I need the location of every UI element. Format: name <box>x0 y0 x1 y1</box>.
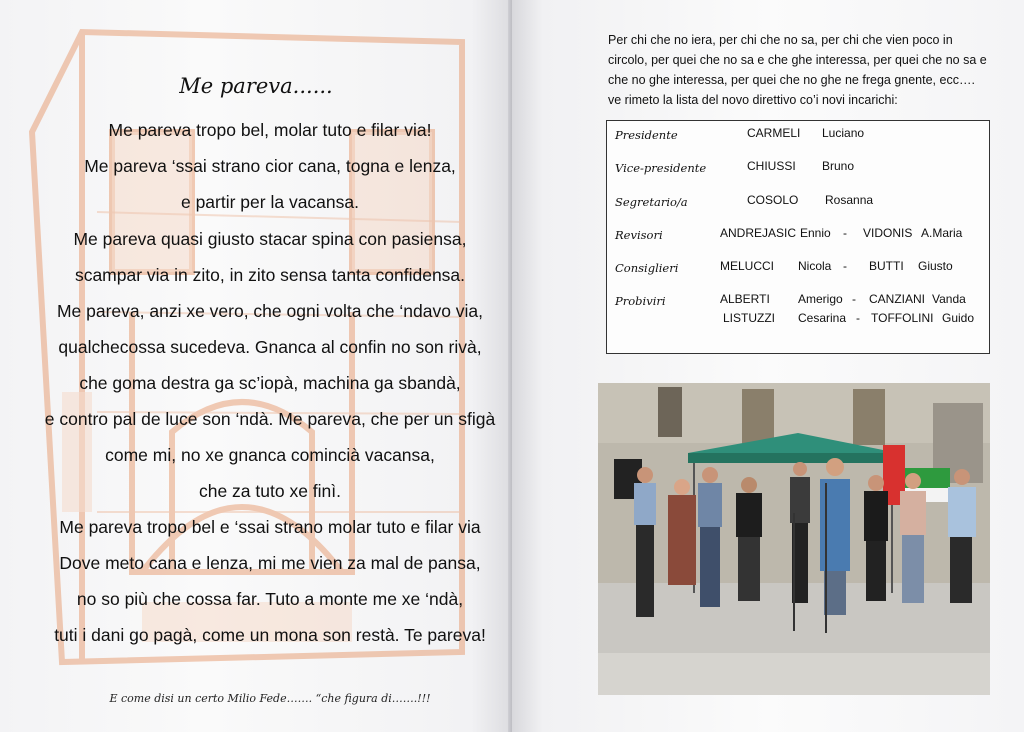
member-name: Cesarina <box>798 311 847 325</box>
separator: - <box>852 292 856 306</box>
role-label: Segretario/a <box>615 195 688 209</box>
member-name: Luciano <box>822 126 865 140</box>
poem-line: e partir per la vacansa. <box>180 192 359 212</box>
poem-line: no so più che cossa far. Tuto a monte me xe ‘ndà, <box>76 589 464 609</box>
poem-line: Me pareva, anzi xe vero, che ogni volta che ‘ndavo via, <box>56 301 484 321</box>
member-name: Rosanna <box>825 193 874 207</box>
member-name: Ennio <box>800 226 831 240</box>
member-name: Giusto <box>918 259 953 273</box>
member-surname: VIDONIS <box>863 226 913 240</box>
role-label: Presidente <box>615 128 678 142</box>
poem-line: tuti i dani go pagà, come un mona son restà. Te pareva! <box>54 625 486 645</box>
member-surname: CHIUSSI <box>747 159 796 173</box>
member-surname: LISTUZZI <box>723 311 776 325</box>
poem-line: che goma destra ga sc’iopà, machina ga sbandà, <box>79 373 461 393</box>
closing-remark: E come disi un certo Milio Fede……. “che figura di…….!!! <box>109 692 431 705</box>
committee-table <box>606 120 990 354</box>
poem-line: Me pareva tropo bel e ‘ssai strano molar tuto e filar via <box>59 517 481 537</box>
member-surname: CARMELI <box>747 126 801 140</box>
role-label: Vice-presidente <box>615 161 707 175</box>
member-surname: ALBERTI <box>720 292 770 306</box>
poem-line: qualchecossa sucedeva. Gnanca al confin no son rivà, <box>58 337 482 357</box>
group-photo-illustration <box>598 383 990 695</box>
member-surname: MELUCCI <box>720 259 775 273</box>
intro-paragraph: Per chi che no iera, per chi che no sa, per chi che vien poco in circolo, per quei che no sa e che ghe interessa, per quei che no sa e che no ghe interessa, per quei che no ghe ne frega gnente, ecc…. ve rimeto la lista del novo direttivo co’i novi incarichi: <box>608 33 987 107</box>
poem-line: Dove meto cana e lenza, mi me vien za mal de pansa, <box>59 553 481 573</box>
role-label: Consiglieri <box>615 261 679 275</box>
separator: - <box>843 226 847 240</box>
member-name: Guido <box>942 311 975 325</box>
poem-line: scampar via in zito, in zito sensa tanta confidensa. <box>74 265 466 285</box>
member-surname: CANZIANI <box>869 292 926 306</box>
poem-title: Me pareva...... <box>179 74 333 98</box>
poem-line: Me pareva ‘ssai strano cior cana, togna e lenza, <box>84 156 456 176</box>
separator: - <box>843 259 847 273</box>
member-surname: COSOLO <box>747 193 799 207</box>
separator: - <box>856 311 860 325</box>
role-label: Revisori <box>615 228 663 242</box>
member-name: A.Maria <box>921 226 963 240</box>
member-surname: ANDREJASIC <box>720 226 797 240</box>
right-page <box>512 0 1024 732</box>
poem-line: che za tuto xe finì. <box>198 481 342 501</box>
member-name: Vanda <box>932 292 966 306</box>
member-name: Bruno <box>822 159 855 173</box>
member-surname: TOFFOLINI <box>871 311 934 325</box>
member-name: Amerigo <box>798 292 843 306</box>
role-label: Probiviri <box>615 294 666 308</box>
poem-line: Me pareva quasi giusto stacar spina con pasiensa, <box>73 229 467 249</box>
poem-line: e contro pal de luce son ‘ndà. Me pareva, che per un sfigà <box>44 409 496 429</box>
poem-line: come mi, no xe gnanca comincià vacansa, <box>105 445 435 465</box>
poem-line: Me pareva tropo bel, molar tuto e filar via! <box>108 120 432 140</box>
member-surname: BUTTI <box>869 259 904 273</box>
group-photo <box>598 383 990 695</box>
member-name: Nicola <box>798 259 832 273</box>
